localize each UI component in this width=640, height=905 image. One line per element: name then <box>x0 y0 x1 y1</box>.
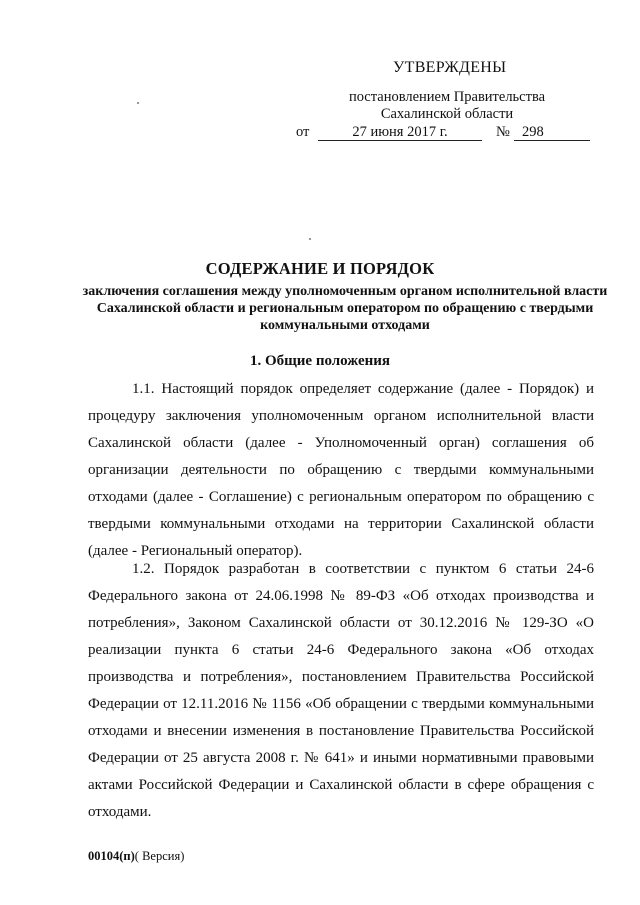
footer-code-id: 00104(п) <box>88 849 135 863</box>
document-title: СОДЕРЖАНИЕ И ПОРЯДОК <box>205 259 435 278</box>
scan-speck <box>309 238 311 240</box>
section-heading: 1. Общие положения <box>249 353 391 369</box>
footer-version: ( Версия) <box>134 849 185 863</box>
approval-line-2: Сахалинской области <box>380 106 514 122</box>
approval-title: УТВЕРЖДЕНЫ <box>393 59 507 76</box>
approval-date: 27 июня 2017 г. <box>318 123 482 141</box>
date-prefix: от <box>296 124 310 140</box>
number-prefix: № <box>496 124 510 140</box>
approval-line-1: постановлением Правительства <box>348 89 546 105</box>
approval-number-field <box>514 123 590 141</box>
paragraph-1-1: 1.1. Настоящий порядок определяет содержание (далее - Порядок) и процедуру заключения уполномоченным органом исполнительной власти Сахалинской области (далее - Уполномоченный орган) соглашения об организации деятельности по обращению с твердыми коммунальными отходами (далее - Соглашение) с региональным оператором по обращению с твердыми коммунальными отходами на территории Сахалинской области (далее - Региональный оператор). <box>88 381 594 559</box>
document-subtitle: заключения соглашения между уполномоченным органом исполнительной власти Сахалинской области и региональным оператором по обращению с твердыми коммунальными отходами <box>82 284 608 333</box>
scan-speck <box>137 102 139 104</box>
footer-code <box>88 849 184 864</box>
approval-number: 298 <box>522 124 544 140</box>
paragraph-1-2: 1.2. Порядок разработан в соответствии с пунктом 6 статьи 24-6 Федерального закона от 24.06.1998 № 89-ФЗ «Об отходах производства и потребления», Законом Сахалинской области от 30.12.2016 № 129-ЗО «О реализации пункта 6 статьи 24-6 Федерального закона «Об отходах производства и потребления», постановлением Правительства Российской Федерации от 12.11.2016 № 1156 «Об обращении с твердыми коммунальными отходами и внесении изменения в постановление Правительства Российской Федерации от 25 августа 2008 г. № 641» и иными нормативными правовыми актами Российской Федерации и Сахалинской области в сфере обращения с отходами. <box>88 561 594 820</box>
